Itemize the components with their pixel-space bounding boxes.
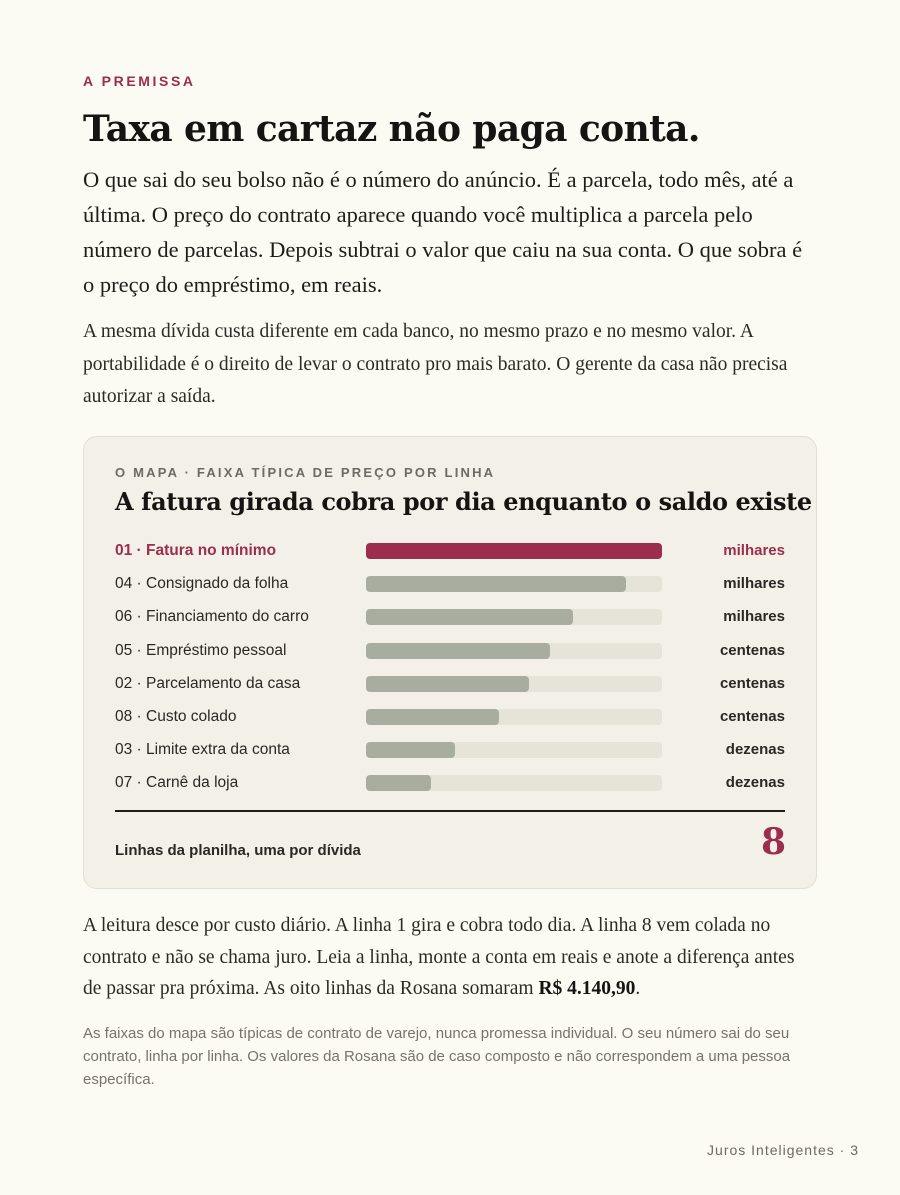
chart-row [115, 771, 785, 804]
bar-label: 02 · Parcelamento da casa [115, 674, 301, 692]
bar-label: 01 · Fatura no mínimo [115, 542, 277, 559]
chart-row [115, 639, 785, 672]
conclusion-end: . [635, 978, 641, 999]
card-footer-label: Linhas da planilha, uma por dívida [115, 842, 361, 859]
page-footer: Juros Inteligentes · 3 [707, 1142, 859, 1158]
bar-track [366, 576, 662, 592]
bar-value-label: centenas [719, 674, 785, 692]
bar [366, 643, 550, 659]
bar-label: 04 · Consignado da folha [115, 575, 289, 593]
bar-track [366, 709, 662, 725]
chart-row [115, 672, 785, 705]
card-divider [115, 810, 785, 812]
chart-row [115, 539, 785, 572]
bar-label: 03 · Limite extra da conta [115, 741, 290, 759]
bar-label: 08 · Custo colado [115, 707, 237, 725]
bar-track [366, 676, 662, 692]
bar-label: 06 · Financiamento do carro [115, 608, 309, 626]
card-footer-count: 8 [760, 821, 786, 863]
conclusion-text: A leitura desce por custo diário. A linha 1 gira e cobra todo dia. A linha 8 vem colada no contrato e não se chama juro. Leia a linha, monte a conta em reais e anote a diferença antes de passar pra próxima. As oito linhas da Rosana somaram [83, 915, 795, 999]
bar-value-label: milhares [723, 608, 785, 626]
chart-row [115, 572, 785, 605]
bar-track [366, 609, 662, 625]
bar [366, 543, 662, 559]
bar-value-label: centenas [719, 641, 785, 659]
bar [366, 609, 573, 625]
bar-value-label: dezenas [725, 741, 785, 759]
bar [366, 709, 499, 725]
bar-track [366, 643, 662, 659]
bar [366, 576, 626, 592]
bar [366, 775, 431, 791]
section-kicker: A PREMISSA [83, 73, 196, 89]
bar [366, 676, 529, 692]
chart-row [115, 705, 785, 738]
map-card [83, 436, 817, 889]
lead-paragraph: O que sai do seu bolso não é o número do anúncio. É a parcela, todo mês, até a última. O preço do contrato aparece quando você multiplica a parcela pelo número de parcelas. Depois subtrai o valor que caiu na sua conta. O que sobra é o preço do empréstimo, em reais. [83, 167, 803, 297]
bar-label: 05 · Empréstimo pessoal [115, 641, 287, 659]
bar-value-label: milhares [723, 575, 785, 593]
page-title: Taxa em cartaz não paga conta. [83, 108, 700, 150]
bar-value-label: dezenas [725, 774, 785, 792]
disclaimer-note: As faixas do mapa são típicas de contrato de varejo, nunca promessa individual. O seu número sai do seu contrato, linha por linha. Os valores da Rosana são de caso composto e não correspondem a uma pessoa específica. [83, 1025, 791, 1088]
bar-label: 07 · Carnê da loja [115, 774, 239, 792]
body-paragraph: A mesma dívida custa diferente em cada banco, no mesmo prazo e no mesmo valor. A portabilidade é o direito de levar o contrato pro mais barato. O gerente da casa não precisa autorizar a saída. [83, 321, 788, 407]
bar-track [366, 742, 662, 758]
conclusion-paragraph [83, 910, 817, 1005]
bar-value-label: centenas [719, 707, 785, 725]
bar-value-label: milhares [723, 542, 785, 559]
chart-row [115, 738, 785, 771]
bar-chart [115, 539, 785, 805]
bar-track [366, 775, 662, 791]
card-title: A fatura girada cobra por dia enquanto o saldo existe [115, 487, 812, 516]
chart-row [115, 605, 785, 638]
bar-track [366, 543, 662, 559]
bar [366, 742, 455, 758]
card-kicker: O MAPA · FAIXA TÍPICA DE PREÇO POR LINHA [115, 465, 496, 480]
total-amount: R$ 4.140,90 [538, 978, 636, 999]
